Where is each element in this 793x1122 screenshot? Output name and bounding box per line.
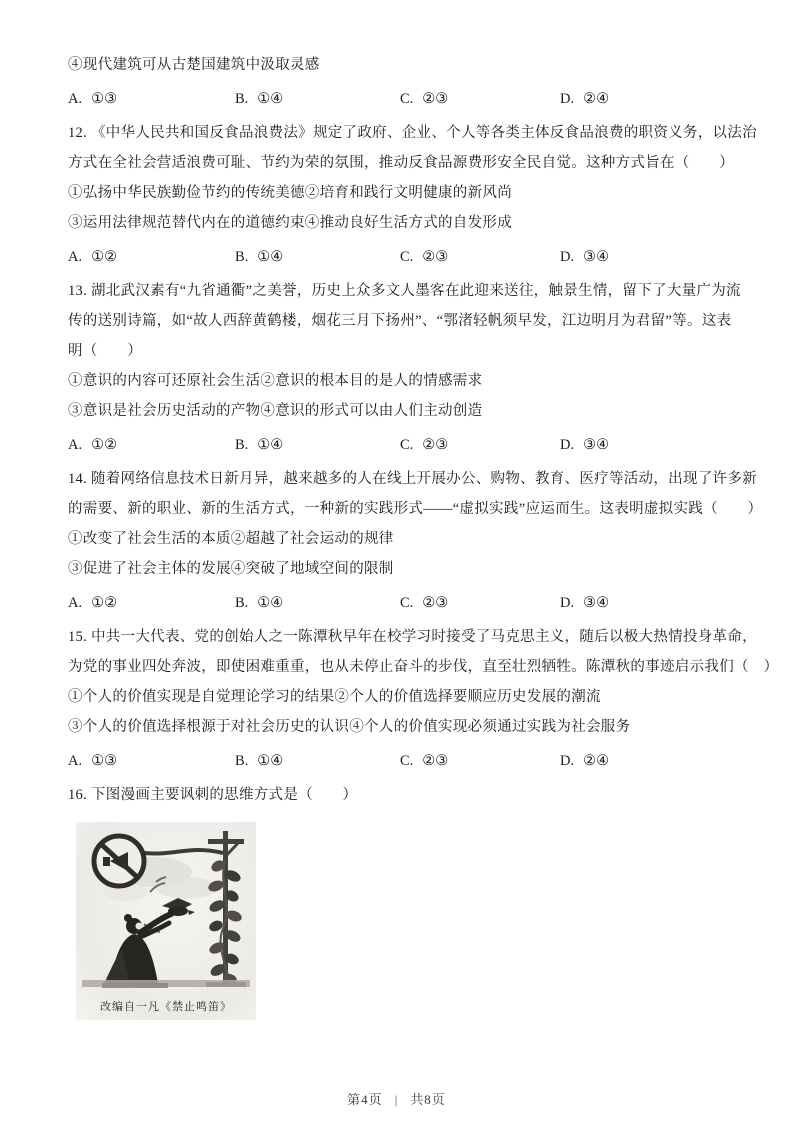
q15-choice-c: C. ②③ [400,753,449,769]
person-figure [104,914,171,984]
cartoon-drawing [78,826,254,992]
q13-option-12: ①意识的内容可还原社会生活②意识的根本目的是人的情感需求 [68,373,483,389]
q13-choice-b: B. ①④ [235,437,284,453]
q14-choice-d: D. ③④ [560,595,610,611]
q11-choice-c: C. ②③ [400,91,449,107]
q14-option-34: ③促进了社会主体的发展④突破了地域空间的限制 [68,561,394,577]
q15-choice-a: A. ①③ [68,753,118,769]
footer-current-page: 第4页 [347,1092,383,1107]
q11-statement-4: ④现代建筑可从古楚国建筑中汲取灵感 [68,57,320,73]
q14-choice-a: A. ①② [68,595,118,611]
q13-option-34: ③意识是社会历史活动的产物④意识的形式可以由人们主动创造 [68,403,483,419]
q15-choices [68,746,738,776]
q16-line-1: 16. 下图漫画主要讽刺的思维方式是（ ） [68,787,358,803]
q14-option-12: ①改变了社会生活的本质②超越了社会运动的规律 [68,531,394,547]
q11-choices [68,84,738,114]
q15-choice-b: B. ①④ [235,753,284,769]
q12-choice-c: C. ②③ [400,249,449,265]
footer-divider: | [394,1092,399,1107]
page-footer [0,1089,793,1108]
sign-arm [144,850,223,854]
footer-total-pages: 共8页 [410,1092,446,1107]
no-honking-sign-icon [94,836,144,886]
q13-choice-c: C. ②③ [400,437,449,453]
q14-choice-b: B. ①④ [235,595,284,611]
q12-choices [68,242,738,272]
q12-option-12: ①弘扬中华民族勤俭节约的传统美德②培育和践行文明健康的新风尚 [68,185,512,201]
q11-choice-d: D. ②④ [560,91,610,107]
q15-option-12: ①个人的价值实现是自觉理论学习的结果②个人的价值选择要顺应历史发展的潮流 [68,689,601,705]
cartoon-caption: 改编自一凡《禁止鸣笛》 [100,1001,232,1013]
q15-line-1: 15. 中共一大代表、党的创始人之一陈潭秋早年在校学习时接受了马克思主义，随后以极大热情投身革命， [68,629,757,645]
q16-cartoon-image [76,822,256,1020]
q13-line-3: 明（ ） [68,343,142,359]
q12-choice-a: A. ①② [68,249,118,265]
q15-choice-d: D. ②④ [560,753,610,769]
q11-choice-a: A. ①③ [68,91,118,107]
q13-line-2: 传的送别诗篇，如“故人西辞黄鹤楼，烟花三月下扬州”、“鄂渚轻帆须早发，江边明月为君留”等。这表 [68,313,732,329]
q14-choices [68,588,738,618]
q12-choice-d: D. ③④ [560,249,610,265]
q12-choice-b: B. ①④ [235,249,284,265]
q12-line-1: 12. 《中华人民共和国反食品浪费法》规定了政府、企业、个人等各类主体反食品浪费的职资义务，以法治 [68,125,757,141]
q14-line-1: 14. 随着网络信息技术日新月异，越来越多的人在线上开展办公、购物、教育、医疗等活动，出现了许多新 [68,471,757,487]
ground-shadow [82,980,250,988]
q12-option-34: ③运用法律规范替代内在的道德约束④推动良好生活方式的自发形成 [68,215,512,231]
q13-line-1: 13. 湖北武汉素有“九省通衢”之美誉，历史上众多文人墨客在此迎来送往，触景生情，留下了大量广为流 [68,283,741,299]
q15-line-2: 为党的事业四处奔波，即使困难重重，也从未停止奋斗的步伐，直至壮烈牺牲。陈潭秋的事迹启示我们（ ） [68,659,779,675]
q13-choice-a: A. ①② [68,437,118,453]
q12-line-2: 方式在全社会营适浪费可耻、节约为荣的氛围，推动反食品源费形安全民自觉。这种方式旨在（ ） [68,155,734,171]
q13-choice-d: D. ③④ [560,437,610,453]
exam-page-content [68,50,779,1020]
q13-choices [68,430,738,460]
q14-line-2: 的需要、新的职业、新的生活方式，一种新的实践形式——“虚拟实践”应运而生。这表明虚拟实践（ ） [68,501,763,517]
q15-option-34: ③个人的价值选择根源于对社会历史的认识④个人的价值实现必须通过实践为社会服务 [68,719,631,735]
q11-choice-b: B. ①④ [235,91,284,107]
q14-choice-c: C. ②③ [400,595,449,611]
